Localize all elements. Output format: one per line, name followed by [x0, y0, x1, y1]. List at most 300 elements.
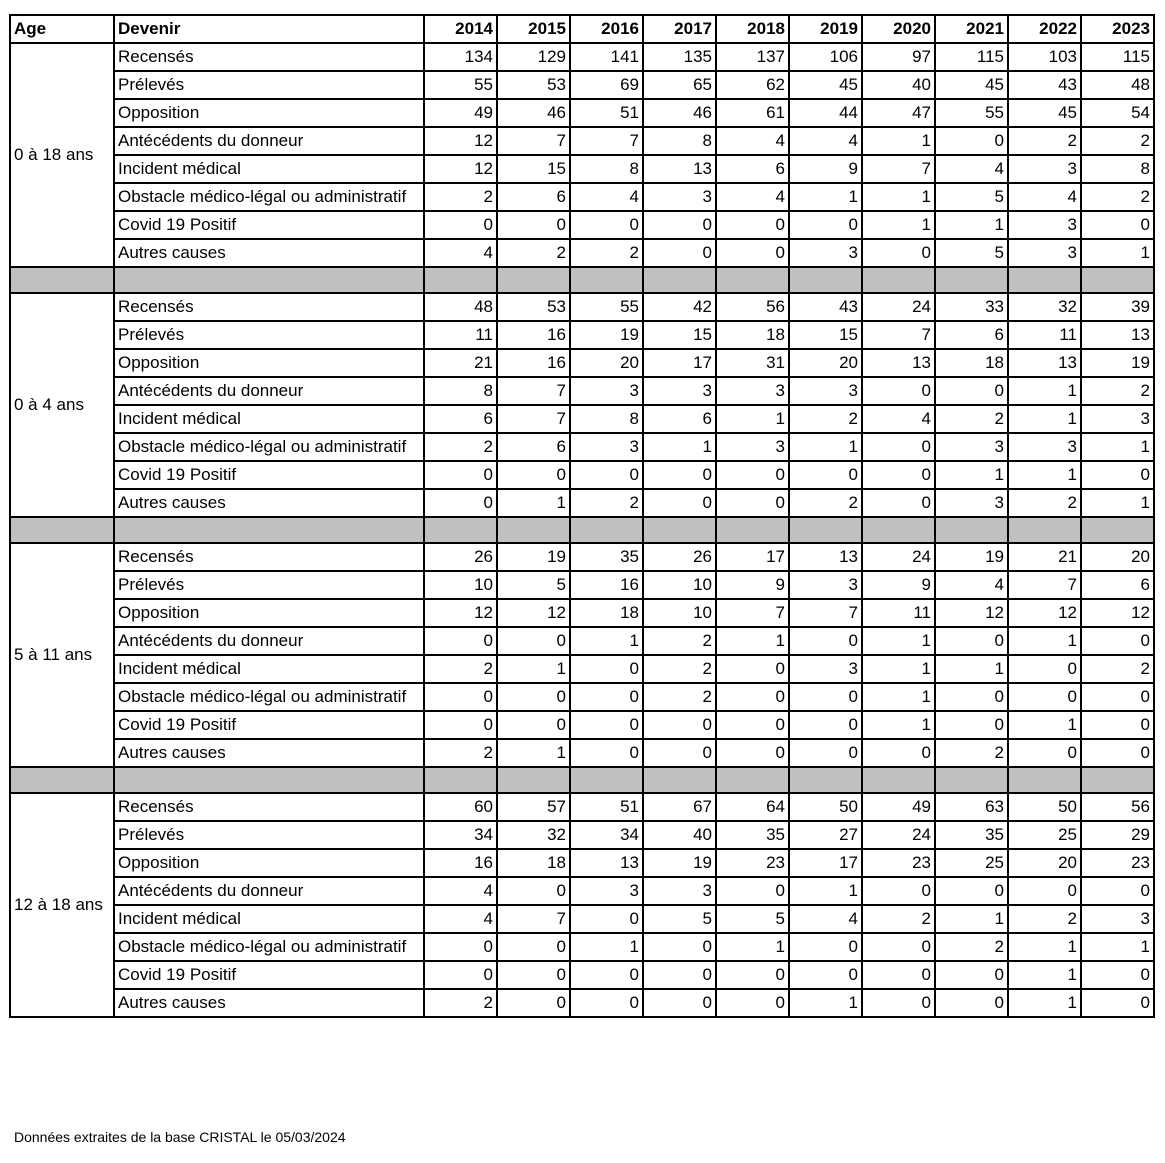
- value-cell: 20: [570, 349, 643, 377]
- value-cell: 5: [716, 905, 789, 933]
- value-cell: 1: [716, 627, 789, 655]
- value-cell: 0: [789, 739, 862, 767]
- group-separator-row: [10, 767, 1154, 793]
- value-cell: 49: [424, 99, 497, 127]
- value-cell: 0: [862, 961, 935, 989]
- table-row: [10, 543, 1154, 571]
- value-cell: 16: [424, 849, 497, 877]
- value-cell: 34: [424, 821, 497, 849]
- separator-cell: [643, 767, 716, 793]
- value-cell: 3: [643, 377, 716, 405]
- value-cell: 2: [643, 627, 716, 655]
- value-cell: 3: [935, 489, 1008, 517]
- value-cell: 5: [643, 905, 716, 933]
- table-row: [10, 877, 1154, 905]
- value-cell: 23: [1081, 849, 1154, 877]
- value-cell: 134: [424, 43, 497, 71]
- value-cell: 3: [1081, 405, 1154, 433]
- value-cell: 4: [424, 239, 497, 267]
- value-cell: 9: [716, 571, 789, 599]
- value-cell: 8: [570, 405, 643, 433]
- value-cell: 0: [424, 683, 497, 711]
- value-cell: 13: [570, 849, 643, 877]
- table-row: [10, 905, 1154, 933]
- value-cell: 34: [570, 821, 643, 849]
- value-cell: 0: [643, 461, 716, 489]
- group-separator-row: [10, 267, 1154, 293]
- table-row: [10, 239, 1154, 267]
- value-cell: 5: [935, 239, 1008, 267]
- separator-cell: [497, 767, 570, 793]
- header-year: 2020: [862, 15, 935, 43]
- value-cell: 1: [1008, 377, 1081, 405]
- value-cell: 18: [497, 849, 570, 877]
- value-cell: 46: [497, 99, 570, 127]
- value-cell: 2: [789, 405, 862, 433]
- value-cell: 45: [935, 71, 1008, 99]
- value-cell: 0: [497, 211, 570, 239]
- value-cell: 1: [1008, 711, 1081, 739]
- value-cell: 10: [643, 599, 716, 627]
- value-cell: 7: [497, 405, 570, 433]
- table-row: [10, 321, 1154, 349]
- value-cell: 0: [716, 739, 789, 767]
- value-cell: 18: [935, 349, 1008, 377]
- value-cell: 17: [643, 349, 716, 377]
- value-cell: 12: [424, 127, 497, 155]
- value-cell: 42: [643, 293, 716, 321]
- value-cell: 6: [716, 155, 789, 183]
- outcome-label: Obstacle médico-légal ou administratif: [114, 683, 424, 711]
- value-cell: 0: [570, 683, 643, 711]
- value-cell: 43: [789, 293, 862, 321]
- table-row: [10, 933, 1154, 961]
- value-cell: 0: [935, 989, 1008, 1017]
- value-cell: 0: [570, 711, 643, 739]
- separator-cell: [497, 517, 570, 543]
- table-row: [10, 433, 1154, 461]
- value-cell: 9: [789, 155, 862, 183]
- outcome-label: Recensés: [114, 293, 424, 321]
- value-cell: 47: [862, 99, 935, 127]
- value-cell: 137: [716, 43, 789, 71]
- value-cell: 0: [497, 683, 570, 711]
- value-cell: 3: [570, 377, 643, 405]
- outcome-label: Prélevés: [114, 321, 424, 349]
- value-cell: 2: [570, 239, 643, 267]
- header-age: Age: [10, 15, 114, 43]
- value-cell: 32: [1008, 293, 1081, 321]
- header-year: 2022: [1008, 15, 1081, 43]
- value-cell: 0: [1008, 739, 1081, 767]
- value-cell: 31: [716, 349, 789, 377]
- value-cell: 49: [862, 793, 935, 821]
- table-row: [10, 211, 1154, 239]
- outcome-label: Opposition: [114, 349, 424, 377]
- header-year: 2021: [935, 15, 1008, 43]
- outcome-label: Covid 19 Positif: [114, 461, 424, 489]
- value-cell: 15: [497, 155, 570, 183]
- value-cell: 35: [935, 821, 1008, 849]
- table-row: [10, 99, 1154, 127]
- value-cell: 11: [862, 599, 935, 627]
- value-cell: 19: [497, 543, 570, 571]
- value-cell: 4: [424, 905, 497, 933]
- value-cell: 19: [570, 321, 643, 349]
- value-cell: 0: [497, 461, 570, 489]
- value-cell: 2: [643, 683, 716, 711]
- value-cell: 7: [789, 599, 862, 627]
- value-cell: 4: [935, 571, 1008, 599]
- value-cell: 0: [789, 683, 862, 711]
- value-cell: 19: [935, 543, 1008, 571]
- value-cell: 16: [570, 571, 643, 599]
- value-cell: 13: [1008, 349, 1081, 377]
- value-cell: 1: [643, 433, 716, 461]
- header-year: 2019: [789, 15, 862, 43]
- value-cell: 8: [1081, 155, 1154, 183]
- value-cell: 2: [643, 655, 716, 683]
- outcome-label: Prélevés: [114, 821, 424, 849]
- value-cell: 0: [497, 877, 570, 905]
- value-cell: 8: [424, 377, 497, 405]
- table-row: [10, 961, 1154, 989]
- separator-cell: [570, 767, 643, 793]
- table-row: [10, 571, 1154, 599]
- outcome-label: Obstacle médico-légal ou administratif: [114, 433, 424, 461]
- value-cell: 9: [862, 571, 935, 599]
- value-cell: 12: [935, 599, 1008, 627]
- outcome-label: Incident médical: [114, 155, 424, 183]
- value-cell: 50: [789, 793, 862, 821]
- separator-cell: [570, 517, 643, 543]
- value-cell: 2: [1008, 127, 1081, 155]
- outcome-label: Covid 19 Positif: [114, 961, 424, 989]
- header-year: 2014: [424, 15, 497, 43]
- separator-cell: [424, 267, 497, 293]
- value-cell: 0: [862, 877, 935, 905]
- separator-cell: [862, 267, 935, 293]
- value-cell: 2: [1081, 377, 1154, 405]
- separator-cell: [570, 267, 643, 293]
- outcome-label: Antécédents du donneur: [114, 627, 424, 655]
- value-cell: 40: [643, 821, 716, 849]
- value-cell: 44: [789, 99, 862, 127]
- age-group-label: 12 à 18 ans: [10, 793, 114, 1017]
- value-cell: 61: [716, 99, 789, 127]
- value-cell: 0: [497, 933, 570, 961]
- value-cell: 4: [570, 183, 643, 211]
- value-cell: 18: [570, 599, 643, 627]
- value-cell: 3: [935, 433, 1008, 461]
- outcome-label: Covid 19 Positif: [114, 711, 424, 739]
- value-cell: 6: [497, 433, 570, 461]
- value-cell: 3: [570, 433, 643, 461]
- age-group-label: 5 à 11 ans: [10, 543, 114, 767]
- value-cell: 1: [497, 489, 570, 517]
- value-cell: 2: [424, 739, 497, 767]
- table-row: [10, 655, 1154, 683]
- value-cell: 0: [716, 989, 789, 1017]
- value-cell: 56: [1081, 793, 1154, 821]
- table-row: [10, 461, 1154, 489]
- value-cell: 0: [497, 627, 570, 655]
- value-cell: 106: [789, 43, 862, 71]
- outcome-label: Autres causes: [114, 989, 424, 1017]
- value-cell: 48: [1081, 71, 1154, 99]
- value-cell: 1: [935, 461, 1008, 489]
- value-cell: 0: [716, 655, 789, 683]
- value-cell: 0: [1081, 739, 1154, 767]
- value-cell: 33: [935, 293, 1008, 321]
- value-cell: 12: [424, 155, 497, 183]
- value-cell: 0: [935, 127, 1008, 155]
- value-cell: 1: [935, 655, 1008, 683]
- header-row: [10, 15, 1154, 43]
- separator-cell: [935, 267, 1008, 293]
- value-cell: 13: [643, 155, 716, 183]
- value-cell: 0: [1081, 461, 1154, 489]
- table-body: [10, 15, 1154, 1017]
- outcome-label: Autres causes: [114, 239, 424, 267]
- value-cell: 11: [1008, 321, 1081, 349]
- table-row: [10, 489, 1154, 517]
- value-cell: 0: [862, 933, 935, 961]
- value-cell: 0: [716, 711, 789, 739]
- value-cell: 0: [789, 711, 862, 739]
- value-cell: 12: [1081, 599, 1154, 627]
- separator-cell: [497, 267, 570, 293]
- value-cell: 0: [935, 961, 1008, 989]
- value-cell: 0: [424, 711, 497, 739]
- value-cell: 0: [716, 239, 789, 267]
- value-cell: 1: [789, 877, 862, 905]
- outcome-label: Prélevés: [114, 571, 424, 599]
- value-cell: 135: [643, 43, 716, 71]
- value-cell: 6: [643, 405, 716, 433]
- value-cell: 0: [935, 377, 1008, 405]
- value-cell: 13: [789, 543, 862, 571]
- value-cell: 0: [789, 627, 862, 655]
- value-cell: 3: [1081, 905, 1154, 933]
- value-cell: 6: [935, 321, 1008, 349]
- value-cell: 1: [1081, 239, 1154, 267]
- value-cell: 45: [789, 71, 862, 99]
- value-cell: 50: [1008, 793, 1081, 821]
- value-cell: 0: [570, 655, 643, 683]
- value-cell: 0: [570, 989, 643, 1017]
- value-cell: 7: [497, 127, 570, 155]
- value-cell: 4: [935, 155, 1008, 183]
- table-row: [10, 821, 1154, 849]
- header-year: 2017: [643, 15, 716, 43]
- table-row: [10, 627, 1154, 655]
- value-cell: 23: [716, 849, 789, 877]
- value-cell: 0: [1008, 655, 1081, 683]
- outcome-label: Antécédents du donneur: [114, 877, 424, 905]
- value-cell: 1: [789, 183, 862, 211]
- value-cell: 103: [1008, 43, 1081, 71]
- value-cell: 0: [862, 239, 935, 267]
- outcome-label: Recensés: [114, 43, 424, 71]
- separator-cell: [1081, 767, 1154, 793]
- value-cell: 51: [570, 793, 643, 821]
- value-cell: 4: [424, 877, 497, 905]
- value-cell: 51: [570, 99, 643, 127]
- value-cell: 2: [424, 989, 497, 1017]
- table-row: [10, 183, 1154, 211]
- value-cell: 2: [1081, 655, 1154, 683]
- value-cell: 53: [497, 293, 570, 321]
- value-cell: 0: [643, 711, 716, 739]
- value-cell: 7: [570, 127, 643, 155]
- value-cell: 3: [643, 877, 716, 905]
- value-cell: 1: [1081, 489, 1154, 517]
- value-cell: 4: [789, 905, 862, 933]
- outcome-label: Obstacle médico-légal ou administratif: [114, 183, 424, 211]
- value-cell: 67: [643, 793, 716, 821]
- table-row: [10, 849, 1154, 877]
- value-cell: 65: [643, 71, 716, 99]
- value-cell: 46: [643, 99, 716, 127]
- value-cell: 1: [1008, 461, 1081, 489]
- value-cell: 21: [1008, 543, 1081, 571]
- value-cell: 0: [643, 933, 716, 961]
- value-cell: 0: [789, 961, 862, 989]
- value-cell: 0: [497, 711, 570, 739]
- value-cell: 1: [1008, 933, 1081, 961]
- table-row: [10, 683, 1154, 711]
- value-cell: 20: [789, 349, 862, 377]
- value-cell: 1: [1008, 405, 1081, 433]
- value-cell: 0: [1081, 989, 1154, 1017]
- value-cell: 1: [1081, 933, 1154, 961]
- value-cell: 40: [862, 71, 935, 99]
- value-cell: 23: [862, 849, 935, 877]
- value-cell: 0: [1008, 877, 1081, 905]
- value-cell: 27: [789, 821, 862, 849]
- value-cell: 0: [643, 961, 716, 989]
- value-cell: 7: [716, 599, 789, 627]
- value-cell: 12: [1008, 599, 1081, 627]
- header-year: 2018: [716, 15, 789, 43]
- value-cell: 0: [424, 933, 497, 961]
- value-cell: 4: [716, 183, 789, 211]
- value-cell: 2: [1081, 183, 1154, 211]
- value-cell: 26: [424, 543, 497, 571]
- value-cell: 0: [497, 989, 570, 1017]
- value-cell: 3: [1008, 211, 1081, 239]
- value-cell: 2: [862, 905, 935, 933]
- outcome-label: Covid 19 Positif: [114, 211, 424, 239]
- value-cell: 1: [570, 933, 643, 961]
- value-cell: 1: [935, 211, 1008, 239]
- value-cell: 1: [862, 655, 935, 683]
- outcome-label: Recensés: [114, 793, 424, 821]
- value-cell: 4: [789, 127, 862, 155]
- value-cell: 16: [497, 321, 570, 349]
- value-cell: 1: [862, 627, 935, 655]
- separator-cell: [1008, 767, 1081, 793]
- value-cell: 24: [862, 821, 935, 849]
- value-cell: 2: [935, 933, 1008, 961]
- value-cell: 7: [497, 905, 570, 933]
- value-cell: 43: [1008, 71, 1081, 99]
- separator-cell: [716, 267, 789, 293]
- value-cell: 2: [424, 655, 497, 683]
- value-cell: 3: [789, 377, 862, 405]
- value-cell: 0: [1081, 683, 1154, 711]
- value-cell: 3: [1008, 239, 1081, 267]
- value-cell: 0: [789, 461, 862, 489]
- value-cell: 2: [424, 183, 497, 211]
- value-cell: 13: [1081, 321, 1154, 349]
- value-cell: 1: [862, 183, 935, 211]
- value-cell: 2: [1008, 905, 1081, 933]
- value-cell: 2: [570, 489, 643, 517]
- value-cell: 62: [716, 71, 789, 99]
- value-cell: 7: [1008, 571, 1081, 599]
- donor-outcome-table: [9, 14, 1155, 1018]
- value-cell: 1: [862, 211, 935, 239]
- value-cell: 0: [424, 627, 497, 655]
- separator-cell: [114, 517, 424, 543]
- value-cell: 1: [1008, 627, 1081, 655]
- outcome-label: Opposition: [114, 99, 424, 127]
- value-cell: 3: [789, 655, 862, 683]
- separator-cell: [10, 517, 114, 543]
- separator-cell: [114, 267, 424, 293]
- value-cell: 1: [862, 683, 935, 711]
- value-cell: 0: [643, 239, 716, 267]
- separator-cell: [789, 767, 862, 793]
- value-cell: 1: [716, 933, 789, 961]
- header-year: 2015: [497, 15, 570, 43]
- value-cell: 7: [862, 155, 935, 183]
- value-cell: 53: [497, 71, 570, 99]
- value-cell: 60: [424, 793, 497, 821]
- value-cell: 16: [497, 349, 570, 377]
- value-cell: 0: [570, 461, 643, 489]
- separator-cell: [643, 517, 716, 543]
- value-cell: 32: [497, 821, 570, 849]
- value-cell: 0: [862, 377, 935, 405]
- value-cell: 2: [935, 739, 1008, 767]
- value-cell: 18: [716, 321, 789, 349]
- value-cell: 0: [716, 961, 789, 989]
- value-cell: 0: [716, 877, 789, 905]
- separator-cell: [114, 767, 424, 793]
- value-cell: 0: [570, 211, 643, 239]
- outcome-label: Opposition: [114, 849, 424, 877]
- table-row: [10, 989, 1154, 1017]
- value-cell: 1: [935, 905, 1008, 933]
- table-row: [10, 293, 1154, 321]
- separator-cell: [862, 767, 935, 793]
- value-cell: 3: [716, 377, 789, 405]
- source-footnote: Données extraites de la base CRISTAL le 05/03/2024: [14, 1129, 346, 1145]
- outcome-label: Antécédents du donneur: [114, 127, 424, 155]
- separator-cell: [1008, 517, 1081, 543]
- value-cell: 6: [497, 183, 570, 211]
- outcome-label: Obstacle médico-légal ou administratif: [114, 933, 424, 961]
- value-cell: 3: [789, 239, 862, 267]
- value-cell: 141: [570, 43, 643, 71]
- value-cell: 15: [643, 321, 716, 349]
- value-cell: 0: [789, 933, 862, 961]
- value-cell: 57: [497, 793, 570, 821]
- age-group-label: 0 à 18 ans: [10, 43, 114, 267]
